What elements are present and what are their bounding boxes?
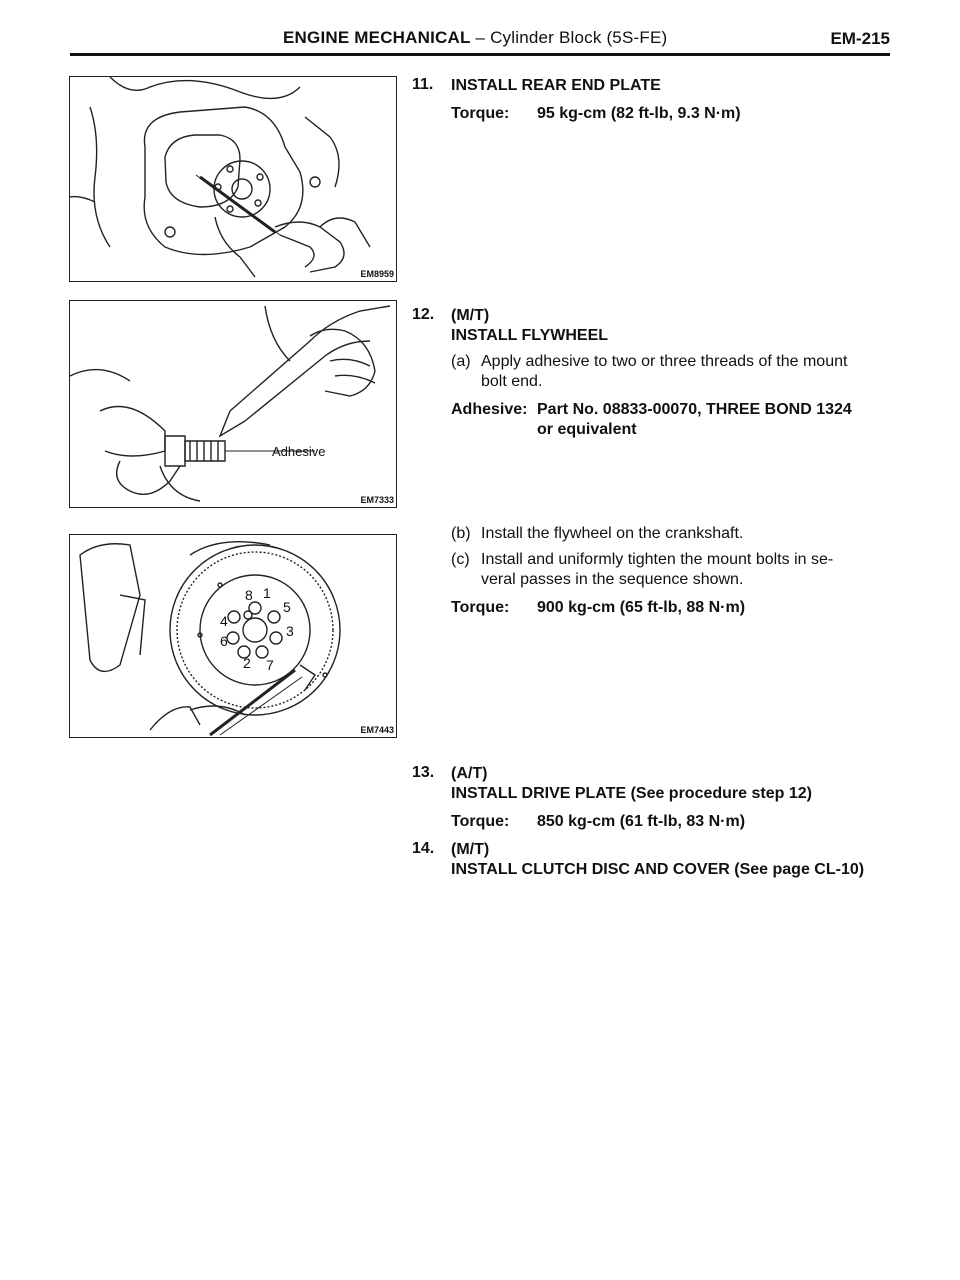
figure-adhesive <box>69 300 397 508</box>
adhesive-label: Adhesive: <box>451 401 528 418</box>
step-body <box>451 76 891 124</box>
substep-c <box>451 550 891 590</box>
bolt-number-2: 2 <box>243 655 251 671</box>
step-number: 12. <box>412 306 435 323</box>
torque-value: 95 kg-cm (82 ft-lb, 9.3 N·m) <box>537 105 741 122</box>
adhesive-spec-cont <box>451 420 891 440</box>
step-body <box>451 306 891 618</box>
step-number: 13. <box>412 764 435 781</box>
figure-code: EM7443 <box>360 725 394 735</box>
substep-text-line-2: veral passes in the sequence shown. <box>481 571 744 588</box>
step-qualifier: (M/T) <box>451 307 490 324</box>
step-body <box>451 764 891 832</box>
page-number: EM-215 <box>830 29 890 48</box>
torque-value: 900 kg-cm (65 ft-lb, 88 N·m) <box>537 599 746 616</box>
substep-text-line-1: Apply adhesive to two or three threads of the mount <box>481 353 848 370</box>
step-number: 11. <box>412 76 434 93</box>
substep-a <box>451 352 891 392</box>
section-title-rest: – Cylinder Block (5S-FE) <box>470 28 668 47</box>
figure-rear-end-plate <box>69 76 397 282</box>
bolt-number-5: 5 <box>283 599 291 615</box>
torque-label: Torque: <box>451 105 510 122</box>
adhesive-callout: Adhesive <box>272 444 326 459</box>
bolt-number-7: 7 <box>266 657 274 673</box>
torque-label: Torque: <box>451 813 510 830</box>
header-rule <box>70 53 890 56</box>
substep-text: Install the flywheel on the crankshaft. <box>481 525 744 542</box>
step-qualifier: (M/T) <box>451 841 490 858</box>
torque-spec <box>451 598 891 618</box>
flywheel-illustration <box>70 535 396 736</box>
bolt-number-3: 3 <box>286 623 294 639</box>
adhesive-value-line-1: Part No. 08833-00070, THREE BOND 1324 <box>537 401 852 418</box>
bolt-number-1: 1 <box>263 585 271 601</box>
step-title: INSTALL REAR END PLATE <box>451 77 661 94</box>
torque-spec <box>451 104 891 124</box>
section-title <box>283 28 667 48</box>
substep-text-line-2: bolt end. <box>481 373 543 390</box>
torque-label: Torque: <box>451 599 510 616</box>
torque-value: 850 kg-cm (61 ft-lb, 83 N·m) <box>537 813 746 830</box>
substep-tag: (b) <box>451 525 471 542</box>
substep-tag: (c) <box>451 551 470 568</box>
substep-b <box>451 524 891 544</box>
step-body <box>451 840 891 880</box>
step-title: INSTALL FLYWHEEL <box>451 327 609 344</box>
page-header <box>0 0 960 60</box>
step-number: 14. <box>412 840 435 857</box>
torque-spec <box>451 812 891 832</box>
figure-code: EM8959 <box>360 269 394 279</box>
step-title: INSTALL DRIVE PLATE (See procedure step 12) <box>451 785 812 802</box>
section-title-bold: ENGINE MECHANICAL <box>283 28 471 47</box>
substep-tag: (a) <box>451 353 471 370</box>
bolt-number-4: 4 <box>220 613 228 629</box>
bolt-number-6: 6 <box>220 633 228 649</box>
figure-flywheel-sequence <box>69 534 397 738</box>
step-title: INSTALL CLUTCH DISC AND COVER (See page CL-10) <box>451 861 865 878</box>
adhesive-illustration <box>70 301 396 506</box>
figure-code: EM7333 <box>360 495 394 505</box>
step-qualifier: (A/T) <box>451 765 488 782</box>
rear-end-plate-illustration <box>70 77 396 280</box>
adhesive-value-line-2: or equivalent <box>537 421 637 438</box>
adhesive-spec <box>451 400 891 420</box>
bolt-number-8: 8 <box>245 587 253 603</box>
substep-text-line-1: Install and uniformly tighten the mount bolts in se- <box>481 551 834 568</box>
